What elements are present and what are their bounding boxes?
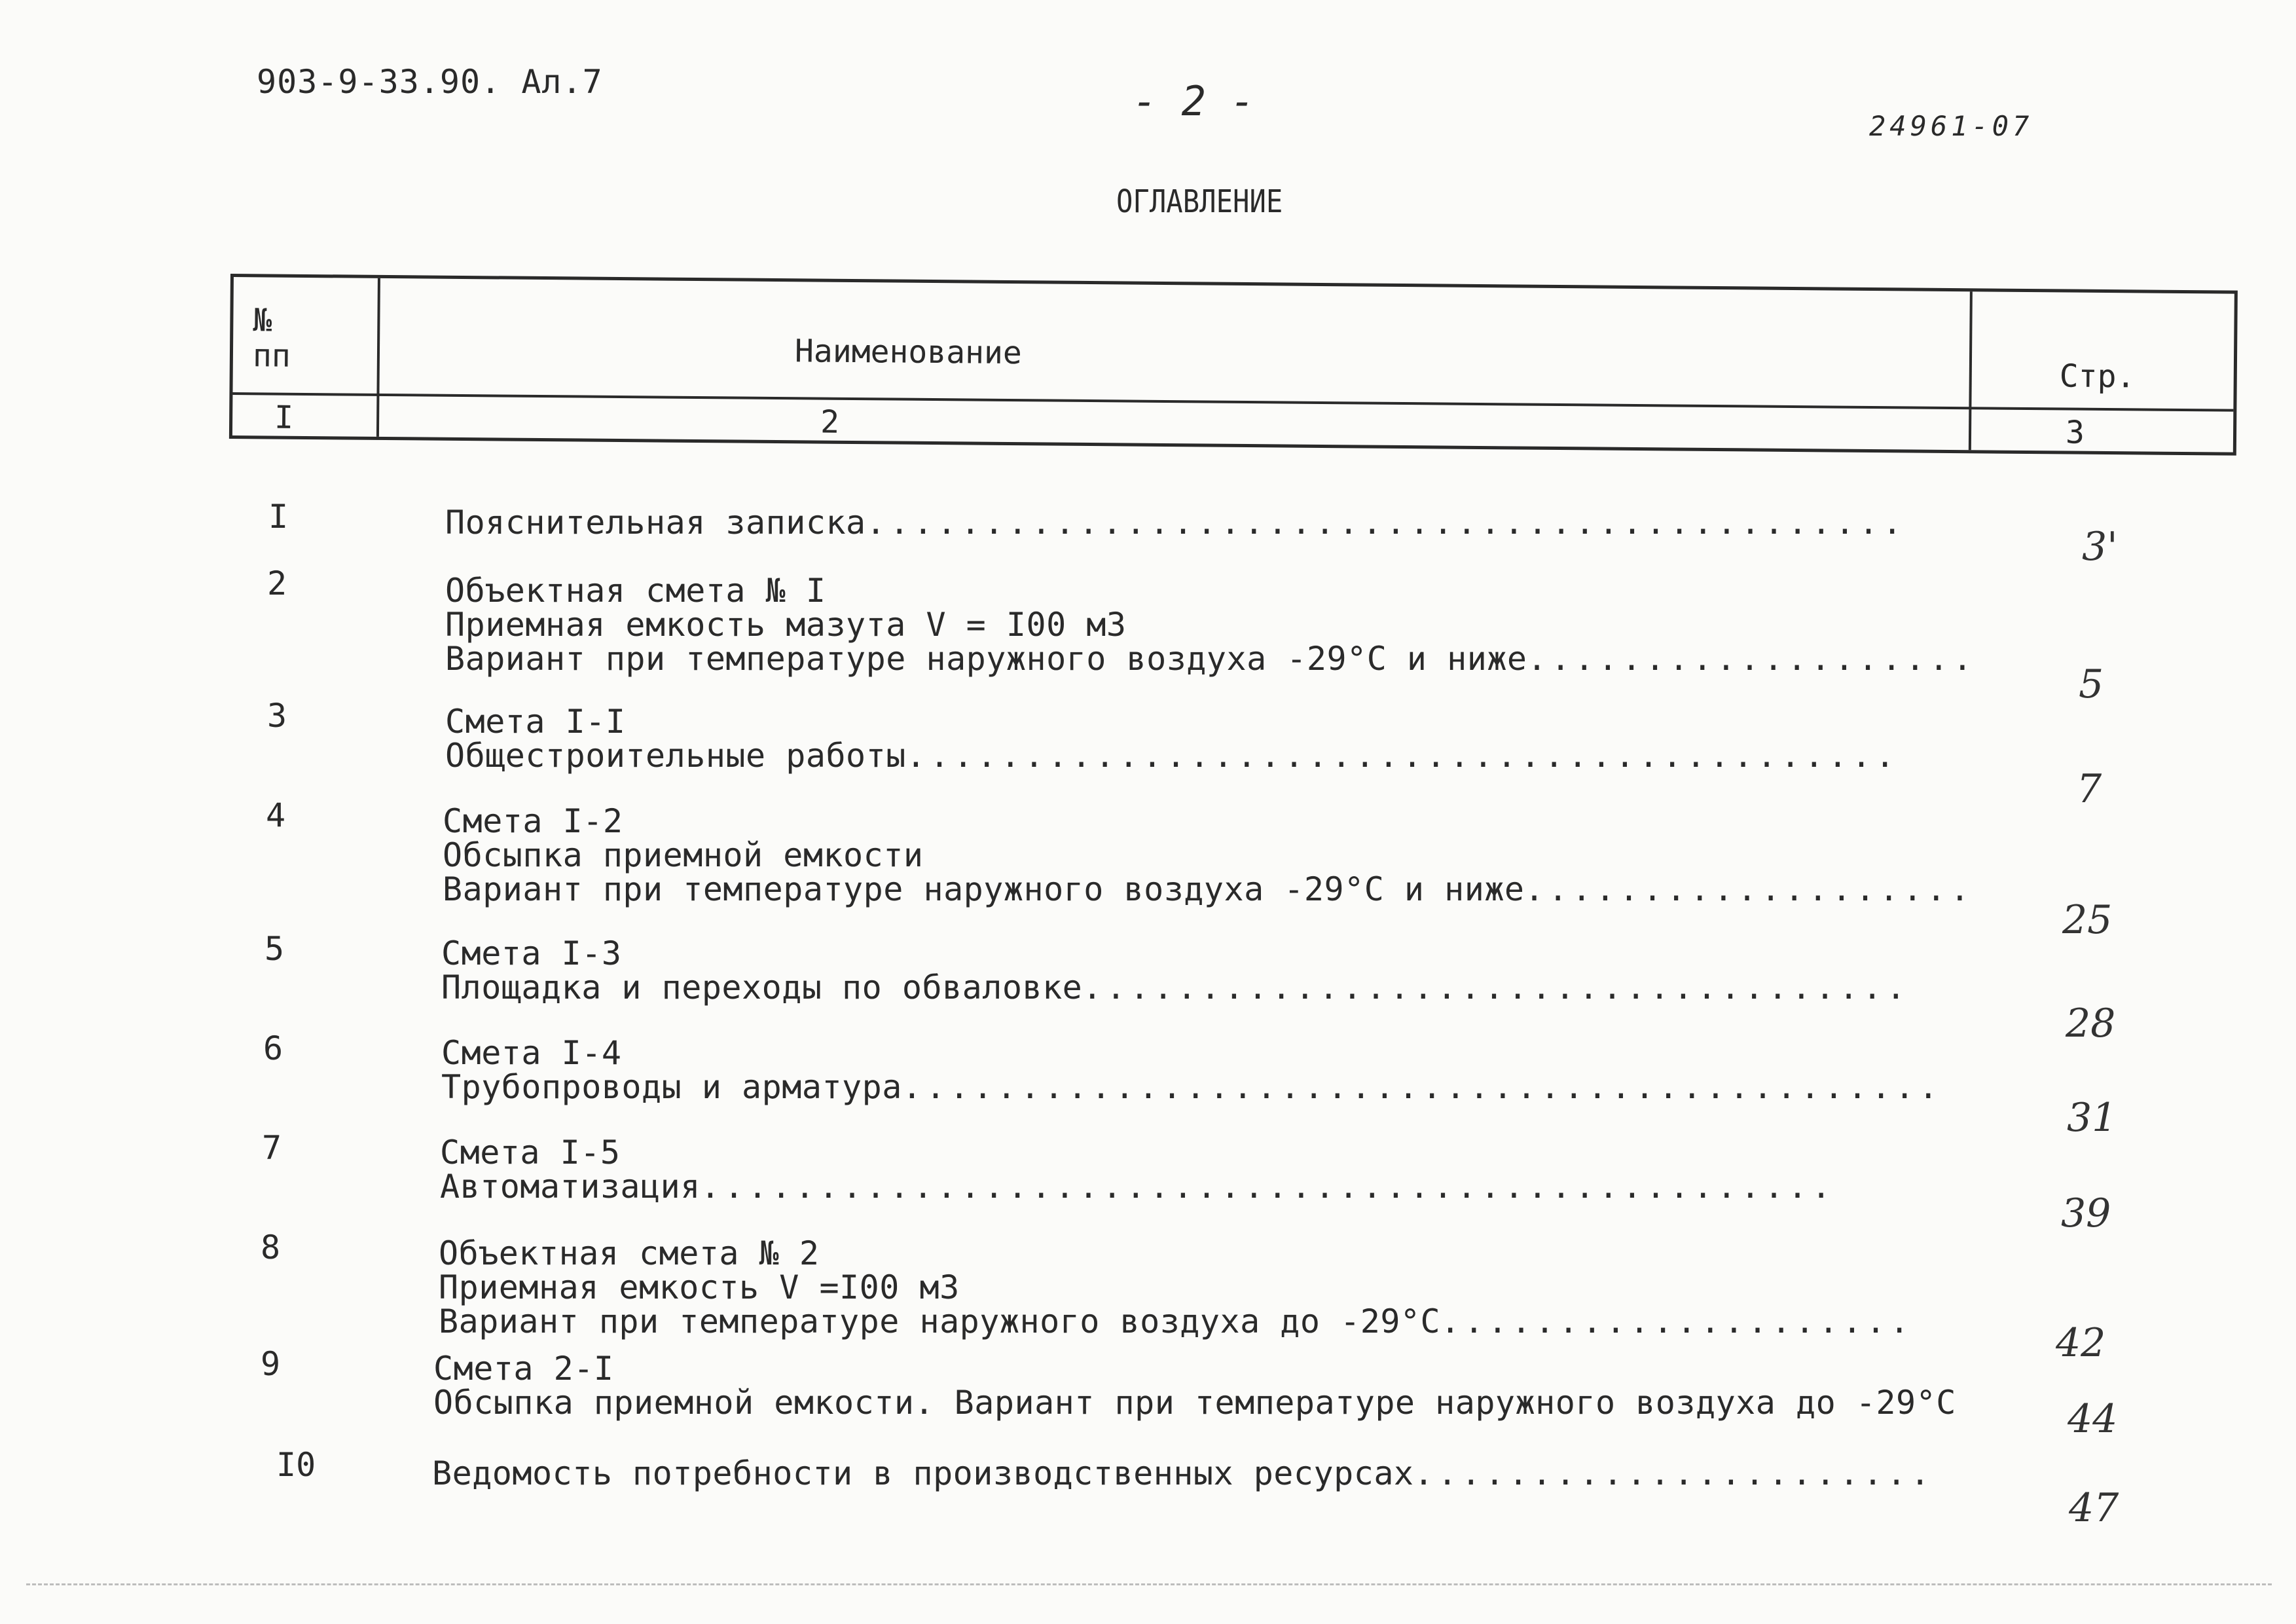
entry-page: 31: [2067, 1095, 2117, 1141]
entry-line: Смета I-4: [441, 1034, 622, 1072]
entry-title: [445, 705, 1899, 773]
entry-number: 9: [261, 1345, 281, 1383]
entry-line: Объектная смета № I: [445, 572, 826, 610]
entry-line: Смета I-5: [440, 1134, 621, 1172]
entry-line: Приемная емкость V =I00 м3: [439, 1268, 960, 1306]
header-index-2: 2: [820, 403, 840, 441]
entry-line: Вариант при температуре наружного воздуха до -29°С....................: [439, 1302, 1914, 1340]
entry-number: I0: [276, 1446, 316, 1484]
entry-page: 44: [2068, 1396, 2118, 1442]
entry-page: 5: [2079, 661, 2104, 707]
entry-line: Площадка и переходы по обваловке...................................: [441, 969, 1910, 1006]
entry-line: Смета I-I: [445, 703, 626, 741]
entry-line: Смета I-3: [441, 934, 622, 972]
entry-number: 8: [261, 1228, 281, 1266]
column-divider: [1969, 291, 1973, 450]
entry-title: [443, 804, 1974, 906]
entry-number: 7: [262, 1129, 282, 1167]
entry-page: 47: [2069, 1485, 2119, 1531]
entry-title: [432, 1456, 1934, 1490]
page-number: - 2 -: [1133, 77, 1255, 125]
entry-line: Вариант при температуре наружного воздуха -29°С и ниже...................: [443, 870, 1974, 908]
entry-page: 3': [2082, 524, 2118, 570]
entry-title: [441, 1036, 1942, 1104]
row-divider: [232, 392, 2233, 412]
entry-title: [441, 936, 1910, 1005]
entry-number: 2: [267, 564, 287, 602]
entry-number: 6: [263, 1029, 283, 1067]
table-header: [229, 274, 2238, 456]
entry-title: [439, 1236, 1913, 1338]
entry-number: I: [268, 498, 289, 536]
entry-number: 4: [266, 796, 286, 834]
entry-line: Обсыпка приемной емкости. Вариант при температуре наружного воздуха до -29°С: [433, 1384, 1956, 1422]
entry-line: Обсыпка приемной емкости: [443, 836, 924, 874]
header-index-3: 3: [2065, 414, 2085, 451]
entry-line: Смета 2-I: [433, 1350, 614, 1388]
entry-page: 28: [2066, 1001, 2116, 1046]
inventory-number: 24961-07: [1869, 110, 2033, 142]
entry-line: Пояснительная записка............................................: [445, 504, 1906, 542]
entry-line: Трубопроводы и арматура............................................: [441, 1068, 1942, 1106]
header-page-label: Стр.: [2059, 358, 2136, 396]
entry-number: 5: [264, 930, 285, 968]
toc-title: ОГЛАВЛЕНИЕ: [1116, 183, 1283, 220]
column-divider: [376, 278, 380, 437]
entry-line: Ведомость потребности в производственных ресурсах......................: [432, 1454, 1934, 1492]
entry-number: 3: [267, 697, 287, 735]
header-index-1: I: [274, 399, 294, 436]
entry-title: [433, 1352, 1956, 1420]
entry-page: 42: [2056, 1320, 2106, 1366]
header-num-label-1: №: [253, 302, 272, 339]
entry-line: Смета I-2: [443, 802, 623, 840]
entry-page: 39: [2061, 1190, 2111, 1236]
entry-title: [440, 1135, 1835, 1204]
bottom-edge-line: [26, 1583, 2272, 1585]
header-name-label: Наименование: [794, 333, 1023, 372]
entry-title: [445, 574, 1977, 676]
entry-line: Общестроительные работы..........................................: [445, 737, 1899, 775]
entry-page: 7: [2077, 766, 2102, 812]
entry-line: Объектная смета № 2: [439, 1234, 820, 1272]
entry-page: 25: [2062, 897, 2113, 943]
entry-line: Автоматизация................................................: [440, 1168, 1835, 1206]
document-code: 903-9-33.90. Ал.7: [257, 63, 603, 101]
entry-line: Вариант при температуре наружного воздуха -29°С и ниже...................: [445, 640, 1977, 678]
entry-line: Приемная емкость мазута V = I00 м3: [445, 606, 1127, 644]
entry-title: [445, 506, 1906, 540]
header-num-label-2: пп: [252, 337, 291, 375]
